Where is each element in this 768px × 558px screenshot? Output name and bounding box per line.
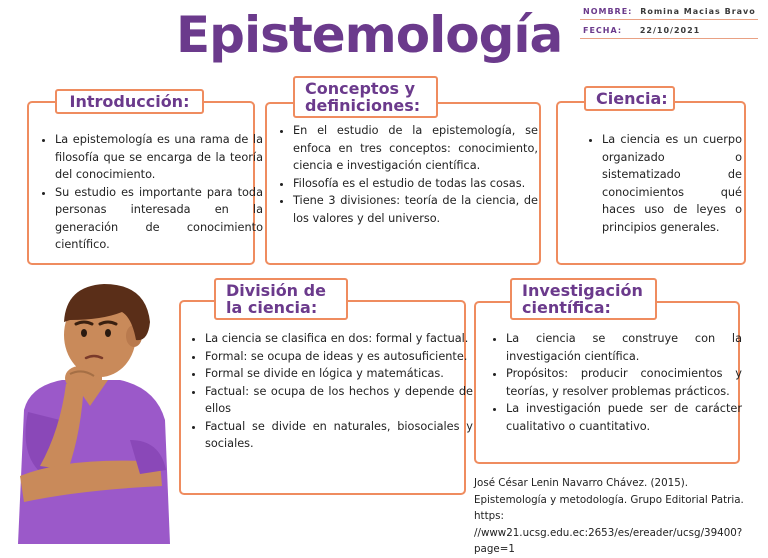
intro-list xyxy=(39,131,263,254)
list-item: • La epistemología es una rama de la filosofía que se encarga de la teoría del conocimiento. xyxy=(55,131,263,184)
list-item: • La ciencia se clasifica en dos: formal y factual. xyxy=(205,330,473,348)
list-item: • La investigación puede ser de carácter cualitativo o cuantitativo. xyxy=(506,400,742,435)
divider xyxy=(580,19,758,20)
list-item: • Filosofía es el estudio de todas las cosas. xyxy=(293,175,538,193)
label-line: Conceptos y xyxy=(305,79,416,98)
list-item: • Factual se divide en naturales, biosociales y sociales. xyxy=(205,418,473,453)
list-item: • Formal se divide en lógica y matemáticas. xyxy=(205,365,473,383)
fecha-value: 22/10/2021 xyxy=(639,26,701,35)
divider xyxy=(580,38,758,39)
list-item: • En el estudio de la epistemología, se enfoca en tres conceptos: conocimiento, ciencia e investigación científica. xyxy=(293,122,538,175)
ciencia-label: Ciencia: xyxy=(584,86,675,111)
intro-label: Introducción: xyxy=(55,89,204,114)
label-line: definiciones: xyxy=(305,96,421,115)
investigacion-list xyxy=(490,330,742,435)
conceptos-box xyxy=(265,102,541,265)
thinking-person-illustration xyxy=(10,280,175,544)
list-item: • Su estudio es importante para toda personas interesada en la generación de conocimiento científico. xyxy=(55,184,263,254)
label-line: Investigación xyxy=(522,281,643,300)
hand-shape xyxy=(65,366,95,390)
conceptos-label xyxy=(293,76,438,118)
list-item: • Tiene 3 divisiones: teoría de la ciencia, de los valores y del universo. xyxy=(293,192,538,227)
fecha-label: FECHA: xyxy=(583,26,623,35)
list-item: • La ciencia es un cuerpo organizado o sistematizado de conocimientos qué haces uso de leyes o principios generales. xyxy=(602,131,742,236)
nombre-label: NOMBRE: xyxy=(583,7,633,16)
list-item: • Propósitos: producir conocimientos y teorías, y resolver problemas prácticos. xyxy=(506,365,742,400)
ciencia-box xyxy=(556,101,746,265)
eye-left xyxy=(81,329,87,337)
label-line: División de xyxy=(226,281,326,300)
nombre-value: Romina Macias Bravo xyxy=(640,7,756,16)
list-item: • Factual: se ocupa de los hechos y depende de ellos xyxy=(205,383,473,418)
intro-box xyxy=(27,101,263,265)
division-list xyxy=(189,330,473,453)
investigacion-box xyxy=(474,298,742,464)
label-line: científica: xyxy=(522,298,611,317)
ciencia-list xyxy=(586,131,742,236)
division-label xyxy=(214,278,348,320)
nombre-row xyxy=(583,7,756,16)
label-line: la ciencia: xyxy=(226,298,318,317)
page-title: Epistemología xyxy=(176,6,563,64)
division-box xyxy=(179,300,473,495)
fecha-row xyxy=(583,26,700,35)
reference-citation: José César Lenin Navarro Chávez. (2015). Epistemología y metodología. Grupo Editorial Patria. https: //www21.ucsg.edu.ec:2653/es/ereader/ucsg/39400?page=1 xyxy=(474,477,744,555)
eye-right xyxy=(105,329,111,337)
conceptos-list xyxy=(277,122,538,227)
list-item: • Formal: se ocupa de ideas y es autosuficiente. xyxy=(205,348,473,366)
list-item: • La ciencia se construye con la investigación científica. xyxy=(506,330,742,365)
investigacion-label xyxy=(510,278,657,320)
